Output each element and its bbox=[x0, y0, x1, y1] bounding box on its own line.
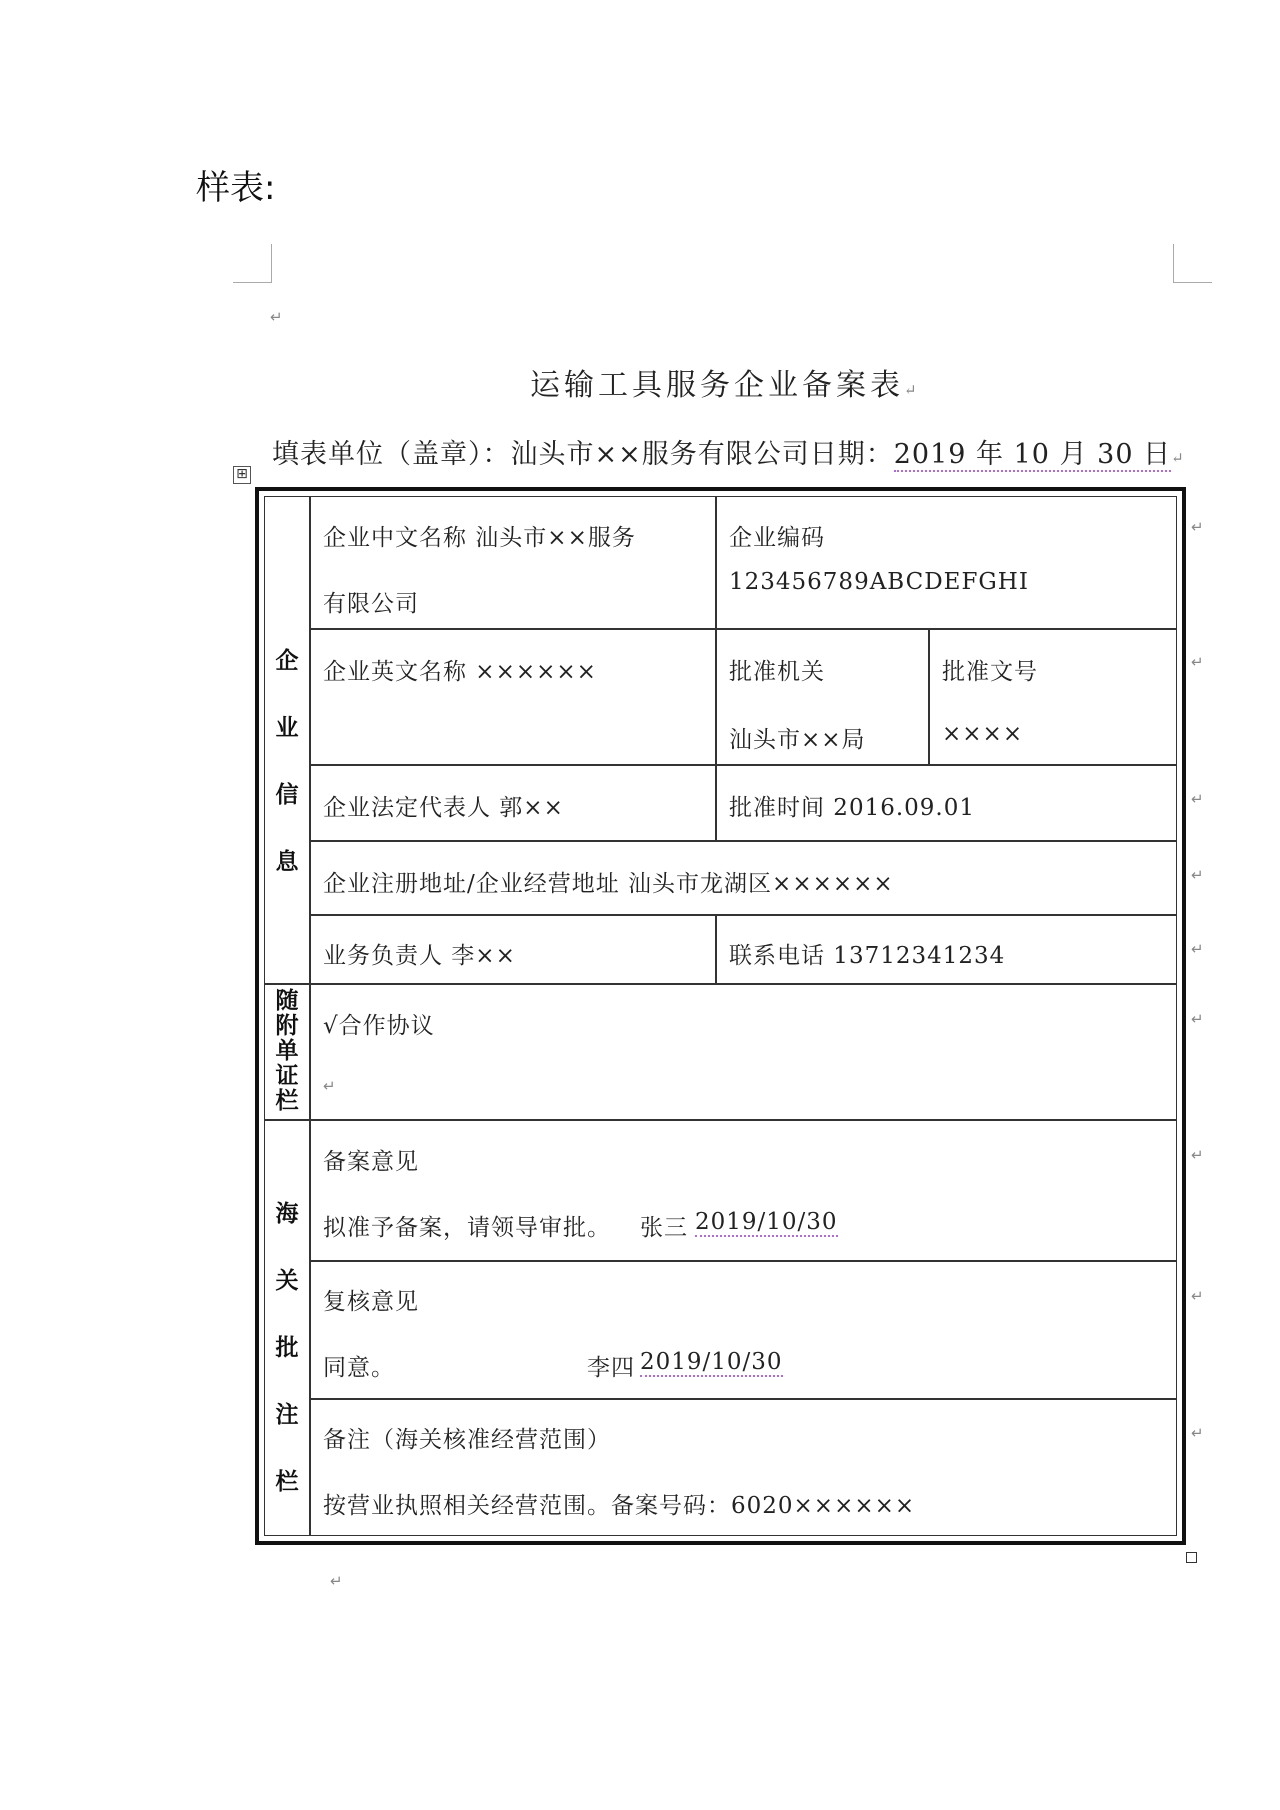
approval-doc-label: 批准文号 bbox=[942, 659, 1038, 685]
row-end-mark: ↵ bbox=[1191, 518, 1204, 536]
filing-opinion-label: 备案意见 bbox=[323, 1149, 419, 1175]
row-end-mark: ↵ bbox=[1191, 1287, 1204, 1305]
row-end-mark: ↵ bbox=[1191, 1424, 1204, 1442]
row-divider bbox=[309, 628, 1176, 630]
page-heading: 样表: bbox=[196, 168, 276, 208]
filing-opinion-text: 拟准予备案，请领导审批。 bbox=[323, 1215, 611, 1241]
remarks-label: 备注（海关核准经营范围） bbox=[323, 1427, 611, 1453]
filing-signer: 张三 bbox=[640, 1215, 688, 1241]
section-divider bbox=[265, 1119, 1176, 1121]
paragraph-mark: ↵ bbox=[270, 308, 283, 326]
section-divider bbox=[265, 983, 1176, 985]
approval-time: 批准时间 2016.09.01 bbox=[729, 795, 975, 821]
table-inner-border bbox=[264, 496, 1177, 1536]
attachment-item: √合作协议 bbox=[323, 1013, 435, 1039]
section-label-attachments: 随 附 单 证 栏 bbox=[275, 987, 299, 1114]
date-label: 日期： bbox=[809, 439, 894, 470]
review-date: 2019/10/30 bbox=[640, 1349, 783, 1375]
form-title bbox=[530, 360, 921, 404]
paragraph-mark: ↵ bbox=[1171, 449, 1185, 467]
row-end-mark: ↵ bbox=[1191, 653, 1204, 671]
review-opinion-text: 同意。 bbox=[323, 1355, 395, 1381]
crop-mark-top-left bbox=[233, 244, 272, 283]
row-divider bbox=[309, 840, 1176, 842]
paragraph-mark: ↵ bbox=[904, 381, 921, 399]
review-opinion-label: 复核意见 bbox=[323, 1289, 419, 1315]
filing-date: 2019/10/30 bbox=[695, 1209, 838, 1235]
table-resize-handle[interactable] bbox=[1186, 1552, 1197, 1563]
company-cn-name-line2: 有限公司 bbox=[323, 591, 419, 617]
section-label-company-info: 企 业 信 息 bbox=[275, 647, 299, 875]
table-move-handle-icon[interactable]: ⊞ bbox=[233, 466, 251, 484]
contact-phone: 联系电话 13712341234 bbox=[729, 943, 1006, 969]
review-signer: 李四 bbox=[587, 1355, 635, 1381]
side-column-divider bbox=[309, 497, 311, 1535]
row-end-mark: ↵ bbox=[1191, 866, 1204, 884]
column-divider bbox=[928, 628, 930, 764]
date-value: 2019 年 10 月 30 日 bbox=[893, 439, 1172, 470]
crop-mark-top-right bbox=[1173, 244, 1212, 283]
row-divider bbox=[309, 1398, 1176, 1400]
row-divider bbox=[309, 764, 1176, 766]
legal-representative: 企业法定代表人 郭×× bbox=[323, 795, 564, 821]
section-label-customs-notes: 海 关 批 注 栏 bbox=[275, 1200, 299, 1495]
approval-authority-label: 批准机关 bbox=[729, 659, 825, 685]
paragraph-mark: ↵ bbox=[323, 1077, 336, 1095]
row-end-mark: ↵ bbox=[1191, 1146, 1204, 1164]
form-title-text: 运输工具服务企业备案表 bbox=[530, 368, 904, 403]
company-address: 企业注册地址/企业经营地址 汕头市龙湖区×××××× bbox=[323, 871, 894, 897]
paragraph-mark: ↵ bbox=[330, 1572, 343, 1590]
fill-unit-line bbox=[272, 432, 1185, 471]
company-code-label: 企业编码 bbox=[729, 525, 825, 551]
row-end-mark: ↵ bbox=[1191, 790, 1204, 808]
company-code-value: 123456789ABCDEFGHI bbox=[729, 569, 1029, 595]
row-divider bbox=[309, 914, 1176, 916]
company-en-name: 企业英文名称 ×××××× bbox=[323, 659, 597, 685]
row-divider bbox=[309, 1260, 1176, 1262]
column-divider bbox=[715, 914, 717, 983]
fill-unit-value: 汕头市××服务有限公司 bbox=[510, 439, 810, 470]
company-cn-name-line1: 企业中文名称 汕头市××服务 bbox=[323, 525, 636, 551]
business-manager: 业务负责人 李×× bbox=[323, 943, 516, 969]
row-end-mark: ↵ bbox=[1191, 1010, 1204, 1028]
approval-doc-value: ×××× bbox=[942, 721, 1024, 747]
row-end-mark: ↵ bbox=[1191, 940, 1204, 958]
column-divider bbox=[715, 497, 717, 840]
filing-form-table bbox=[255, 487, 1186, 1545]
fill-unit-label: 填表单位（盖章）： bbox=[272, 439, 511, 470]
remarks-text: 按营业执照相关经营范围。备案号码：6020×××××× bbox=[323, 1493, 916, 1519]
approval-authority-value: 汕头市××局 bbox=[729, 727, 866, 753]
